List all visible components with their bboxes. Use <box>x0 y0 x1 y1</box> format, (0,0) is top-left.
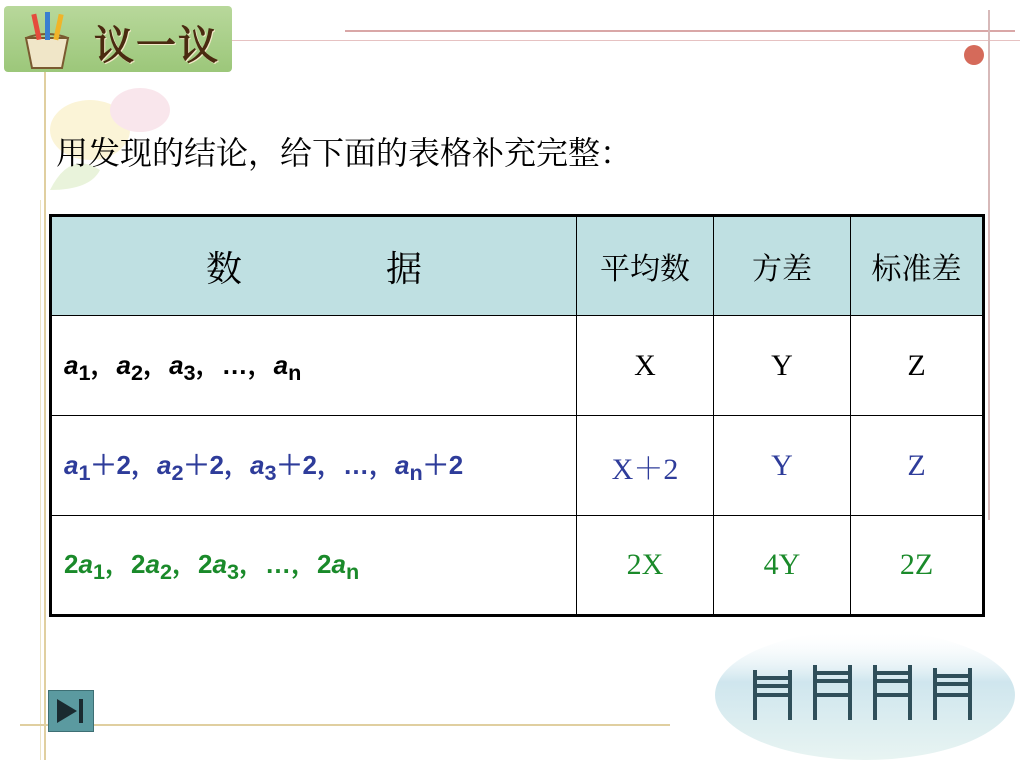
play-next-icon <box>49 691 93 731</box>
next-button[interactable] <box>48 690 94 732</box>
frame-line-top-thin <box>230 40 1020 41</box>
section-title-badge <box>4 6 232 72</box>
frame-line-left-thin <box>40 200 41 760</box>
variance-cell: Y <box>714 416 851 516</box>
variance-cell: 4Y <box>714 516 851 616</box>
mean-cell: X <box>577 316 714 416</box>
table-row <box>51 316 984 416</box>
table-row <box>51 516 984 616</box>
instruction-text: 用发现的结论，给下面的表格补充完整： <box>56 134 633 172</box>
frame-line-top <box>345 30 1015 32</box>
table-row <box>51 416 984 516</box>
pencil-cup-icon <box>12 10 82 70</box>
decorative-dot <box>964 45 984 65</box>
mean-cell: 2X <box>577 516 714 616</box>
table-header-row <box>51 216 984 316</box>
frame-line-right <box>988 10 990 520</box>
header-data: 数 据 <box>51 216 577 316</box>
sequence-cell: $a_1$，$a_2$，$a_3$，…，$a_n$ <box>51 316 577 416</box>
statistics-table <box>49 214 985 617</box>
std-cell: 2Z <box>851 516 984 616</box>
section-title: 议一议 <box>94 23 220 69</box>
beach-chairs-icon <box>715 620 1015 760</box>
frame-line-bottom <box>20 724 670 726</box>
std-cell: Z <box>851 416 984 516</box>
header-mean: 平均数 <box>577 216 714 316</box>
mean-cell: X＋2 <box>577 416 714 516</box>
sequence-cell: $a_1+2$，$a_2+2$，$a_3+2$，…，$a_n+2$ <box>51 416 577 516</box>
sequence-cell: $2a_1$，$2a_2$，$2a_3$，…，$2a_n$ <box>51 516 577 616</box>
header-variance: 方差 <box>714 216 851 316</box>
std-cell: Z <box>851 316 984 416</box>
header-std: 标准差 <box>851 216 984 316</box>
variance-cell: Y <box>714 316 851 416</box>
